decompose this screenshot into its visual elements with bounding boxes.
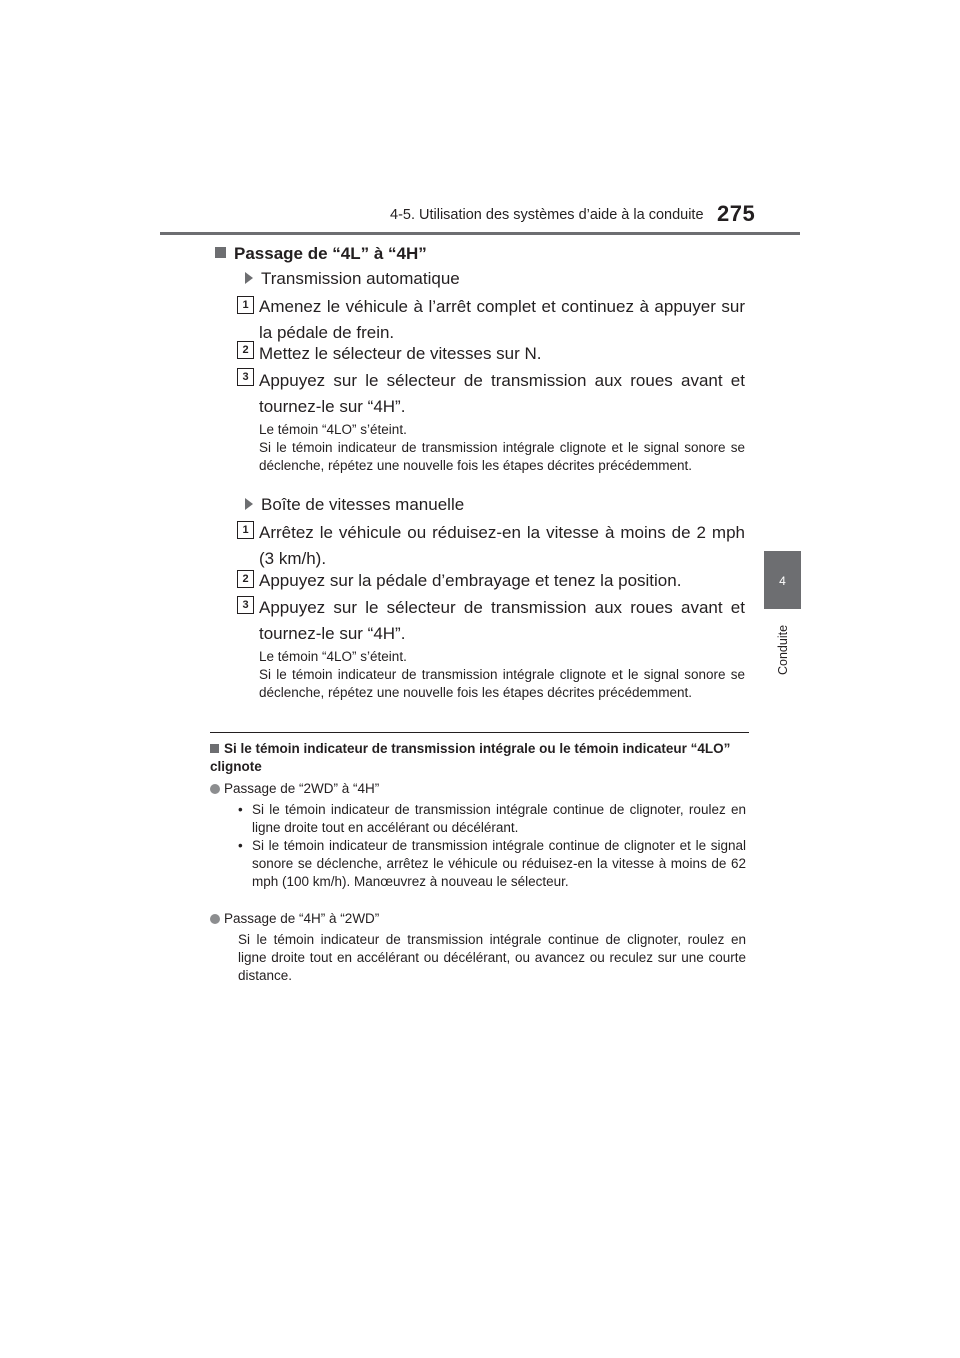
step-text: Amenez le véhicule à l’arrêt complet et continuez à appuyer sur la pédale de frein. <box>259 297 745 342</box>
step-number: 2 <box>237 341 254 359</box>
circle-bullet-icon <box>210 784 220 794</box>
step-number: 1 <box>237 296 254 314</box>
bullet-icon: • <box>238 802 243 817</box>
info-subheading: Passage de “4H” à “2WD” <box>210 910 379 928</box>
note-text: Le témoin “4LO” s’éteint. Si le témoin indicateur de transmission intégrale clignote et le signal sonore se déclenche, répétez une nouvelle fois les étapes décrites précédemment. <box>259 422 745 473</box>
subheading-automatic: Transmission automatique <box>245 269 460 289</box>
section-divider <box>210 732 749 733</box>
chapter-tab-number: 4 <box>779 574 786 588</box>
subheading-manual: Boîte de vitesses manuelle <box>245 495 464 515</box>
circle-bullet-icon <box>210 914 220 924</box>
step-text: Appuyez sur la pédale d’embrayage et tenez la position. <box>259 571 682 590</box>
step-number: 2 <box>237 570 254 588</box>
bullet-icon: • <box>238 838 243 853</box>
square-bullet-icon <box>215 247 226 258</box>
step-text: Appuyez sur le sélecteur de transmission aux roues avant et tournez-le sur “4H”. <box>259 598 745 643</box>
step-number: 3 <box>237 596 254 614</box>
step-number: 3 <box>237 368 254 386</box>
triangle-bullet-icon <box>245 272 253 284</box>
step-text: Appuyez sur le sélecteur de transmission aux roues avant et tournez-le sur “4H”. <box>259 371 745 416</box>
info-heading: Si le témoin indicateur de transmission intégrale ou le témoin indicateur “4LO” clignote <box>210 741 731 774</box>
header-divider <box>160 232 800 235</box>
step-text: Mettez le sélecteur de vitesses sur N. <box>259 344 542 363</box>
list-item: • Si le témoin indicateur de transmission intégrale continue de clignoter, roulez en ligne droite tout en accélérant ou décélérant. <box>238 802 746 835</box>
chapter-tab-label: Conduite <box>776 624 790 675</box>
square-bullet-icon <box>210 744 219 753</box>
section-heading: Passage de “4L” à “4H” <box>215 244 427 264</box>
info-paragraph: Si le témoin indicateur de transmission intégrale continue de clignoter, roulez en ligne droite tout en accélérant ou décélérant, ou avancez ou reculez sur une courte distance. <box>238 932 746 983</box>
step-number: 1 <box>237 521 254 539</box>
info-subheading: Passage de “2WD” à “4H” <box>210 780 379 798</box>
step-text: Arrêtez le véhicule ou réduisez-en la vitesse à moins de 2 mph (3 km/h). <box>259 523 745 568</box>
triangle-bullet-icon <box>245 498 253 510</box>
page-number: 275 <box>717 201 756 226</box>
chapter-title: 4-5. Utilisation des systèmes d’aide à la conduite <box>390 207 704 223</box>
list-item: • Si le témoin indicateur de transmission intégrale continue de clignoter et le signal sonore se déclenche, arrêtez le véhicule ou réduisez-en la vitesse à moins de 62 mph (100 km/h). Manœuvrez à nouveau le sélecteur. <box>238 838 746 889</box>
note-text: Le témoin “4LO” s’éteint. Si le témoin indicateur de transmission intégrale clignote et le signal sonore se déclenche, répétez une nouvelle fois les étapes décrites précédemment. <box>259 649 745 700</box>
